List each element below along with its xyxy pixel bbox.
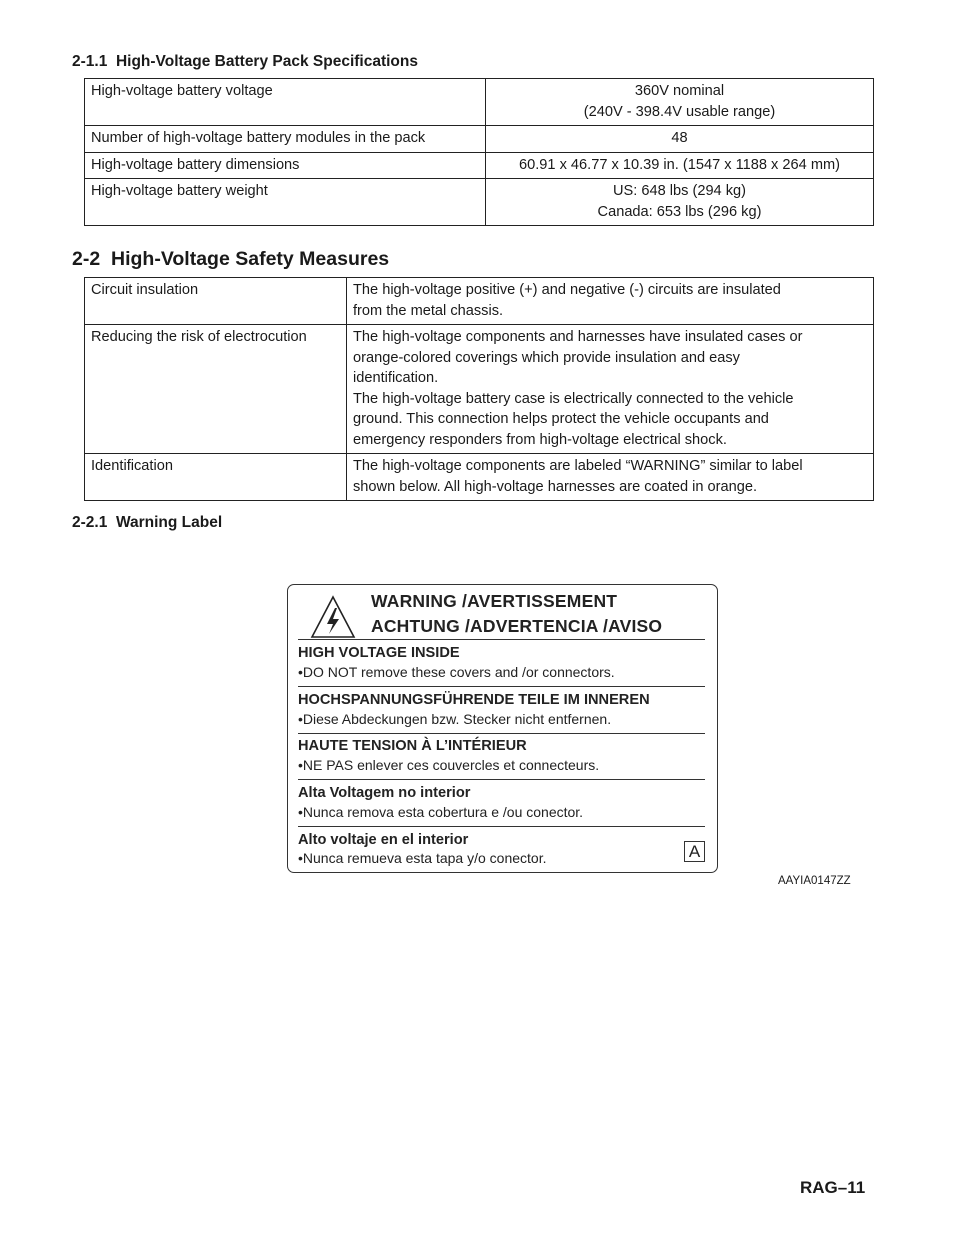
table-row xyxy=(85,126,874,153)
label-section-head: HIGH VOLTAGE INSIDE xyxy=(298,645,460,661)
text-line: The high-voltage positive (+) and negative (-) circuits are insulated xyxy=(353,282,781,298)
text-line: ground. This connection helps protect the vehicle occupants and xyxy=(353,411,769,427)
label-divider xyxy=(298,826,705,827)
text-line: orange-colored coverings which provide insulation and easy xyxy=(353,349,740,366)
safety-text xyxy=(347,325,874,454)
safety-table xyxy=(84,277,874,501)
label-divider xyxy=(298,733,705,734)
figure-code: AAYIA0147ZZ xyxy=(778,875,851,887)
spec-table xyxy=(84,78,874,226)
text-line: The high-voltage battery case is electrically connected to the vehicle xyxy=(353,390,794,407)
safety-label: Reducing the risk of electrocution xyxy=(85,325,347,454)
spec-label: High-voltage battery voltage xyxy=(85,79,486,126)
text-line: from the metal chassis. xyxy=(353,302,504,319)
value-line: 360V nominal xyxy=(634,83,725,99)
safety-label: Identification xyxy=(85,454,347,501)
table-row xyxy=(85,325,874,454)
safety-text xyxy=(347,454,874,501)
label-divider xyxy=(298,779,705,780)
table-row xyxy=(85,152,874,179)
value-line: Canada: 653 lbs (296 kg) xyxy=(597,203,762,220)
table-row xyxy=(85,79,874,126)
label-divider xyxy=(298,639,705,640)
label-section-text: •Nunca remueva esta tapa y/o conector. xyxy=(298,850,547,866)
label-title-line: ACHTUNG /ADVERTENCIA /AVISO xyxy=(371,616,663,636)
table-row xyxy=(85,278,874,325)
high-voltage-bolt-icon xyxy=(310,595,356,639)
label-section-text: •NE PAS enlever ces couvercles et connecteurs. xyxy=(298,757,600,773)
label-section-text: •Diese Abdeckungen bzw. Stecker nicht entfernen. xyxy=(298,711,612,727)
label-letter-badge: A xyxy=(684,841,705,862)
spec-value xyxy=(486,126,874,153)
value-line: US: 648 lbs (294 kg) xyxy=(612,183,747,199)
text-line: The high-voltage components are labeled “WARNING” similar to label xyxy=(353,458,803,474)
safety-label: Circuit insulation xyxy=(85,278,347,325)
spec-value xyxy=(486,152,874,179)
safety-text xyxy=(347,278,874,325)
spec-value xyxy=(486,179,874,226)
spec-label: Number of high-voltage battery modules in the pack xyxy=(85,126,486,153)
label-section-head: Alta Voltagem no interior xyxy=(298,785,471,801)
spec-value xyxy=(486,79,874,126)
value-line: (240V - 398.4V usable range) xyxy=(583,103,776,120)
spec-label: High-voltage battery dimensions xyxy=(85,152,486,179)
table-row xyxy=(85,179,874,226)
label-section-head: Alto voltaje en el interior xyxy=(298,832,469,848)
label-section-text: •Nunca remova esta cobertura e /ou conector. xyxy=(298,804,584,820)
spec-label: High-voltage battery weight xyxy=(85,179,486,226)
label-section-head: HOCHSPANNUNGSFÜHRENDE TEILE IM INNEREN xyxy=(298,692,650,708)
label-section-text: •DO NOT remove these covers and /or connectors. xyxy=(298,664,615,680)
label-section-head: HAUTE TENSION À L’INTÉRIEUR xyxy=(298,738,527,754)
text-line: The high-voltage components and harnesses have insulated cases or xyxy=(353,329,803,345)
text-line: shown below. All high-voltage harnesses are coated in orange. xyxy=(353,478,758,495)
table-row xyxy=(85,454,874,501)
warning-label xyxy=(287,584,718,873)
spec-heading: 2-1.1 High-Voltage Battery Pack Specifications xyxy=(72,53,418,70)
text-line: identification. xyxy=(353,370,439,386)
value-line: 48 xyxy=(671,130,688,146)
safety-heading: 2-2 High-Voltage Safety Measures xyxy=(72,248,390,270)
label-title-line: WARNING /AVERTISSEMENT xyxy=(371,591,618,611)
label-heading: 2-2.1 Warning Label xyxy=(72,514,223,531)
text-line: emergency responders from high-voltage electrical shock. xyxy=(353,431,727,448)
value-line: 60.91 x 46.77 x 10.39 in. (1547 x 1188 x 264 mm) xyxy=(519,156,840,173)
label-divider xyxy=(298,686,705,687)
page-number: RAG–11 xyxy=(800,1178,866,1197)
